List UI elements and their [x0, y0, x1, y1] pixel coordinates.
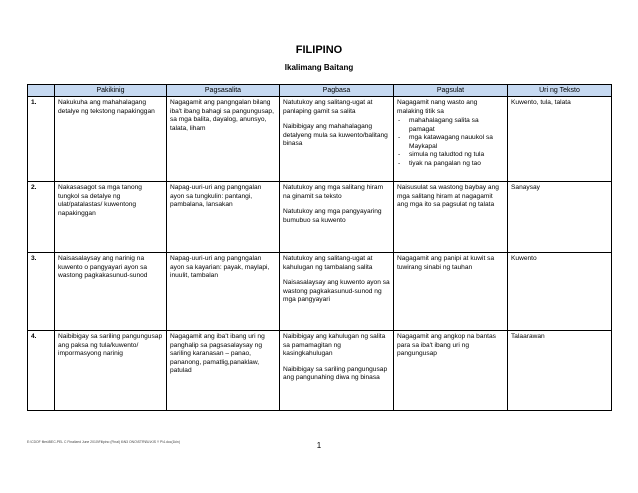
pagsasalita-cell: Napag-uuri-uri ang pangngalan ayon sa kayarian: payak, maylapi, inuulit, tambalan: [167, 253, 280, 331]
uri-cell: Talaarawan: [508, 331, 612, 411]
header-pagsulat: Pagsulat: [394, 85, 508, 97]
pakikinig-cell: Naisasalaysay ang narinig na kuwento o pangyayari ayon sa wastong pagkakasunud-sunod: [55, 253, 167, 331]
document-title: FILIPINO: [295, 44, 343, 56]
pagbasa-cell: Natutukoy ang salitang-ugat at kahulugan ng tambalang salita Naisasalaysay ang kuwento ayon sa wastong pagkakasunud-sunod ng mga pangyayari: [280, 253, 394, 331]
pagbasa-cell: Natutukoy ang salitang-ugat at panlaping gamit sa salita Naibibigay ang mahahalagang detalyeng mula sa kuwento/balitang binasa: [280, 97, 394, 182]
row-number: 2.: [28, 182, 55, 253]
pagsulat-cell: Nagagamit nang wasto ang malaking titik sa - mahahalagang salita sa pamagat - mga katawagang nauukol sa Maykapal - simula ng taludtod ng tula - tiyak na pangalan ng tao: [394, 97, 508, 182]
document-subtitle: Ikalimang Baitang: [284, 63, 354, 72]
pagsasalita-cell: Nagagamit ang iba't ibang uri ng panghalip sa pagsasalaysay ng sariling karanasan – panao, pananong, pamatlig,panaklaw, patulad: [167, 331, 280, 411]
uri-cell: Kuwento: [508, 253, 612, 331]
row-number: 4.: [28, 331, 55, 411]
row-number: 3.: [28, 253, 55, 331]
pagbasa-cell: Naibibigay ang kahulugan ng salita sa pamamagitan ng kasingkahulugan Naibibigay sa sariling pangungusap ang pangunahing diwa ng binasa: [280, 331, 394, 411]
footer-file-path: E:\CDOF files\BEC-PEL C Finalized June 2010\Filipino (Final) 6\N3 ONO\STR\BL\KIS Y P\4.doc(1kin): [27, 440, 180, 444]
page-number: 1: [316, 441, 322, 450]
header-number: [28, 85, 55, 97]
pakikinig-cell: Nakasasagot sa mga tanong tungkol sa detalye ng ulat/patalastas/ kuwentong napakinggan: [55, 182, 167, 253]
header-pagsasalita: Pagsasalita: [167, 85, 280, 97]
row-number: 1.: [28, 97, 55, 182]
pagsulat-list: [397, 117, 504, 168]
list-item: - simula ng taludtod ng tula: [397, 151, 504, 160]
list-item: - mahahalagang salita sa pamagat: [397, 117, 504, 134]
header-pakikinig: Pakikinig: [55, 85, 167, 97]
table-row: [28, 97, 612, 182]
pagsasalita-cell: Nagagamit ang pangngalan bilang iba't ibang bahagi sa pangungusap, sa mga balita, dayalog, anunsyo, talata, liham: [167, 97, 280, 182]
table-row: [28, 253, 612, 331]
header-pagbasa: Pagbasa: [280, 85, 394, 97]
pagsulat-cell: Nagagamit ang panipi at kuwit sa tuwirang sinabi ng tauhan: [394, 253, 508, 331]
pagsulat-cell: Nagagamit ang angkop na bantas para sa iba't ibang uri ng pangungusap: [394, 331, 508, 411]
uri-cell: Sanaysay: [508, 182, 612, 253]
curriculum-table: [27, 84, 612, 411]
pagbasa-cell: Natutukoy ang mga salitang hiram na ginamit sa teksto Natutukoy ang mga pangyayaring bumubuo sa kuwento: [280, 182, 394, 253]
table-row: [28, 182, 612, 253]
uri-cell: Kuwento, tula, talata: [508, 97, 612, 182]
list-item: - tiyak na pangalan ng tao: [397, 160, 504, 169]
table-row: [28, 331, 612, 411]
pagsasalita-cell: Napag-uuri-uri ang pangngalan ayon sa tungkulin: pantangi, pambalana, lansakan: [167, 182, 280, 253]
pakikinig-cell: Naibibigay sa sariling pangungusap ang paksa ng tula/kuwento/ impormasyong narinig: [55, 331, 167, 411]
table-header-row: [28, 85, 612, 97]
pagsulat-cell: Naisusulat sa wastong baybay ang mga salitang hiram at nagagamit ang mga ito sa pagsulat ng talata: [394, 182, 508, 253]
pakikinig-cell: Nakukuha ang mahahalagang detalye ng tekstong napakinggan: [55, 97, 167, 182]
list-item: - mga katawagang nauukol sa Maykapal: [397, 134, 504, 151]
header-uri-ng-teksto: Uri ng Teksto: [508, 85, 612, 97]
